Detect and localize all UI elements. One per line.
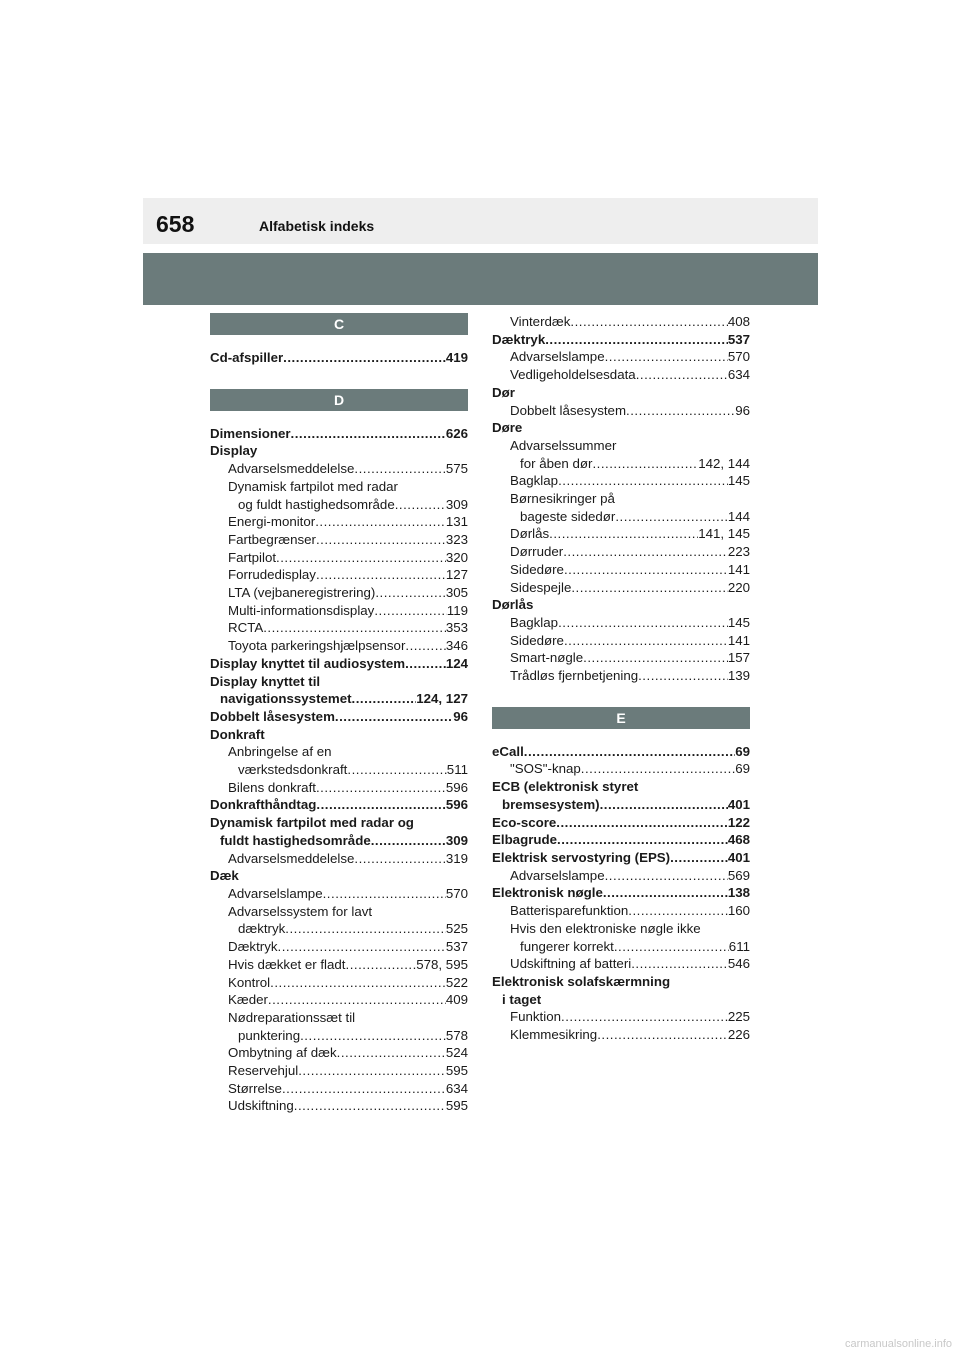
- entry-page: 522: [445, 974, 468, 990]
- spacer: [210, 367, 468, 389]
- index-entry: Dørlås: [492, 597, 534, 613]
- entry-label: Bagklap: [510, 614, 559, 630]
- index-entry: [210, 619, 468, 637]
- index-entry: Donkraft: [210, 726, 265, 742]
- entry-page: 124: [445, 655, 468, 671]
- index-column-right: [492, 313, 750, 1044]
- entry-label: Elektronisk nøgle: [492, 885, 603, 901]
- entry-label: Energi-monitor: [228, 514, 316, 530]
- dot-leader: [315, 513, 446, 531]
- index-entry: [492, 455, 750, 473]
- entry-page: 305: [445, 585, 468, 601]
- entry-label: Batterisparefunktion: [510, 903, 629, 919]
- dot-leader: [395, 496, 446, 514]
- index-entry: Dør: [492, 384, 515, 400]
- entry-label: Størrelse: [228, 1080, 282, 1096]
- dot-leader: [636, 366, 728, 384]
- entry-label: Udskiftning: [228, 1098, 294, 1114]
- index-entry: [492, 814, 750, 832]
- entry-label: Dobbelt låsesystem: [510, 402, 627, 418]
- index-entry: [210, 779, 468, 797]
- entry-label: Reservehjul: [228, 1063, 299, 1079]
- entry-page: 309: [445, 832, 468, 848]
- entry-page: 408: [727, 314, 750, 329]
- index-entry: [492, 348, 750, 366]
- index-entry: [210, 584, 468, 602]
- dot-leader: [549, 525, 698, 543]
- index-entry: [210, 1097, 468, 1115]
- entry-label: navigationssystemet: [220, 691, 352, 707]
- index-entry: Elektronisk solafskærmning: [492, 973, 671, 989]
- dot-leader: [571, 579, 727, 597]
- dot-leader: [556, 814, 728, 832]
- entry-page: 131: [445, 514, 468, 530]
- entry-label: Fartbegrænser: [228, 531, 316, 547]
- letter-header-c: C: [210, 313, 468, 335]
- entry-label: RCTA: [228, 620, 264, 636]
- entry-page: 69: [735, 761, 750, 777]
- index-entry: [492, 579, 750, 597]
- index-entry: ECB (elektronisk styret: [492, 779, 639, 795]
- letter-header-d: D: [210, 389, 468, 411]
- entry-page: 69: [735, 743, 750, 759]
- entry-label: Elektrisk servostyring (EPS): [492, 849, 671, 865]
- index-entry: [210, 566, 468, 584]
- index-entry: [210, 637, 468, 655]
- index-entry: [210, 938, 468, 956]
- entry-label: Display knyttet til audiosystem: [210, 655, 406, 671]
- dot-leader: [405, 637, 445, 655]
- index-entry: Anbringelse af en: [228, 744, 332, 760]
- entry-page: 144: [727, 508, 750, 524]
- index-entry: Døre: [492, 420, 523, 436]
- entry-label: Advarselsmeddelelse: [228, 461, 355, 477]
- entry-page: 353: [445, 620, 468, 636]
- index-entry: [210, 513, 468, 531]
- entry-page: 409: [445, 992, 468, 1008]
- index-entry: [210, 974, 468, 992]
- entry-label: fuldt hastighedsområde: [220, 832, 371, 848]
- index-entry: [492, 366, 750, 384]
- entry-label: fungerer korrekt: [520, 938, 614, 954]
- entry-page: 319: [445, 850, 468, 866]
- entry-page: 468: [727, 832, 750, 848]
- entry-page: 611: [728, 938, 750, 954]
- index-entry: [210, 708, 468, 726]
- entry-label: for åben dør: [520, 455, 593, 471]
- dot-leader: [298, 1062, 446, 1080]
- entry-page: 124, 127: [416, 691, 468, 707]
- entry-page: 346: [445, 638, 468, 654]
- entry-page: 138: [727, 885, 750, 901]
- index-entry: [210, 1044, 468, 1062]
- entry-label: LTA (vejbaneregistrering): [228, 585, 376, 601]
- dot-leader: [316, 566, 446, 584]
- index-entry: [210, 531, 468, 549]
- index-entry: [210, 460, 468, 478]
- entry-label: dæktryk: [238, 921, 286, 937]
- index-entry: Dæk: [210, 868, 239, 884]
- index-entry: [210, 920, 468, 938]
- index-entry: [492, 614, 750, 632]
- dot-leader: [316, 531, 446, 549]
- entry-page: 596: [445, 797, 468, 813]
- entry-label: Donkrafthåndtag: [210, 797, 317, 813]
- section-band: [143, 253, 818, 305]
- entry-label: eCall: [492, 743, 524, 759]
- dot-leader: [346, 956, 417, 974]
- index-entry: [210, 1027, 468, 1045]
- entry-label: Advarselslampe: [510, 867, 605, 883]
- entry-label: Vinterdæk: [510, 314, 571, 329]
- index-entry: [492, 667, 750, 685]
- entry-label: Hvis dækket er fladt: [228, 956, 346, 972]
- dot-leader: [268, 991, 446, 1009]
- index-entry: Dynamisk fartpilot med radar: [228, 478, 398, 494]
- entry-label: Udskiftning af batteri: [510, 956, 632, 972]
- dot-leader: [570, 313, 727, 331]
- index-entry: [492, 402, 750, 420]
- header-title: Alfabetisk indeks: [259, 218, 375, 234]
- entry-label: punktering: [238, 1027, 301, 1043]
- entry-page: 141: [727, 561, 750, 577]
- entry-page: 511: [446, 762, 468, 778]
- entry-page: 139: [727, 668, 750, 684]
- dot-leader: [405, 655, 446, 673]
- entry-label: Multi-informationsdisplay: [228, 602, 375, 618]
- entry-page: 309: [445, 496, 468, 512]
- spacer: [492, 729, 750, 743]
- entry-label: Eco-score: [492, 814, 557, 830]
- entry-label: Bagklap: [510, 473, 559, 489]
- entry-label: bageste sidedør: [520, 508, 616, 524]
- entry-label: Sidedøre: [510, 632, 564, 648]
- index-entry: [492, 561, 750, 579]
- index-entry: Børnesikringer på: [510, 491, 615, 507]
- dot-leader: [263, 619, 446, 637]
- entry-page: 546: [727, 956, 750, 972]
- entry-label: "SOS"-knap: [510, 761, 581, 777]
- dot-leader: [300, 1027, 446, 1045]
- dot-leader: [564, 632, 728, 650]
- index-entry: [210, 602, 468, 620]
- entry-label: Ombytning af dæk: [228, 1045, 337, 1061]
- index-entry: [492, 884, 750, 902]
- index-entry: [210, 832, 468, 850]
- index-entry: [210, 549, 468, 567]
- dot-leader: [285, 920, 446, 938]
- index-entry: [492, 1008, 750, 1026]
- entry-label: Smart-nøgle: [510, 650, 584, 666]
- dot-leader: [597, 1026, 728, 1044]
- entry-label: Kæder: [228, 992, 268, 1008]
- dot-leader: [558, 614, 728, 632]
- dot-leader: [583, 649, 728, 667]
- index-entry: [492, 831, 750, 849]
- dot-leader: [323, 885, 446, 903]
- index-entry: [492, 313, 750, 331]
- entry-page: 525: [445, 921, 468, 937]
- dot-leader: [558, 472, 728, 490]
- dot-leader: [371, 832, 446, 850]
- index-entry: [492, 1026, 750, 1044]
- entry-label: Sidedøre: [510, 561, 564, 577]
- page-number: 658: [156, 211, 195, 237]
- index-entry: Display knyttet til: [210, 673, 321, 689]
- entry-page: 537: [727, 331, 750, 347]
- entry-page: 524: [445, 1045, 468, 1061]
- index-entry: Hvis den elektroniske nøgle ikke: [510, 920, 701, 936]
- dot-leader: [316, 779, 446, 797]
- entry-page: 575: [445, 461, 468, 477]
- spacer: [210, 335, 468, 349]
- index-entry: [492, 938, 750, 956]
- entry-page: 226: [727, 1027, 750, 1043]
- entry-page: 160: [727, 903, 750, 919]
- dot-leader: [603, 884, 728, 902]
- dot-leader: [561, 1008, 728, 1026]
- dot-leader: [581, 760, 735, 778]
- dot-leader: [278, 938, 446, 956]
- dot-leader: [294, 1097, 446, 1115]
- index-entry: [492, 632, 750, 650]
- entry-page: 225: [727, 1009, 750, 1025]
- entry-page: 401: [727, 849, 750, 865]
- dot-leader: [557, 831, 728, 849]
- entry-label: Elbagrude: [492, 832, 558, 848]
- dot-leader: [628, 902, 728, 920]
- dot-leader: [374, 602, 446, 620]
- index-entry: [210, 1062, 468, 1080]
- entry-label: Trådløs fjernbetjening: [510, 668, 639, 684]
- entry-page: 96: [453, 708, 468, 724]
- entry-label: Funktion: [510, 1009, 561, 1025]
- index-entry: [492, 331, 750, 349]
- entry-page: 141, 145: [698, 526, 750, 542]
- dot-leader: [270, 974, 446, 992]
- dot-leader: [337, 1044, 446, 1062]
- index-entry: [492, 902, 750, 920]
- entry-label: Sidespejle: [510, 579, 572, 595]
- entry-page: 96: [735, 402, 750, 418]
- index-entry: [210, 761, 468, 779]
- entry-label: Bilens donkraft: [228, 779, 316, 795]
- index-entry: [492, 525, 750, 543]
- entry-label: Fartpilot: [228, 549, 277, 565]
- index-entry: Nødreparationssæt til: [228, 1009, 356, 1025]
- entry-page: 119: [446, 602, 468, 618]
- entry-label: værkstedsdonkraft: [238, 762, 348, 778]
- dot-leader: [600, 796, 728, 814]
- index-column-left: [210, 313, 468, 1115]
- index-entry: [210, 956, 468, 974]
- dot-leader: [605, 348, 728, 366]
- entry-label: Advarselslampe: [510, 349, 605, 365]
- spacer: [210, 411, 468, 425]
- index-entry: i taget: [502, 991, 542, 1007]
- dot-leader: [614, 938, 729, 956]
- index-entry: [492, 649, 750, 667]
- entry-label: Kontrol: [228, 974, 271, 990]
- index-entry: [210, 425, 468, 443]
- entry-page: 141: [727, 632, 750, 648]
- entry-page: 537: [445, 939, 468, 955]
- entry-page: 320: [445, 549, 468, 565]
- dot-leader: [347, 761, 446, 779]
- index-entry: [210, 850, 468, 868]
- entry-label: Advarselsmeddelelse: [228, 850, 355, 866]
- index-entry: [210, 655, 468, 673]
- entry-label: Dobbelt låsesystem: [210, 708, 335, 724]
- entry-page: 570: [727, 349, 750, 365]
- dot-leader: [335, 708, 453, 726]
- dot-leader: [283, 349, 446, 367]
- entry-page: 419: [445, 350, 468, 365]
- entry-page: 323: [445, 531, 468, 547]
- dot-leader: [638, 667, 728, 685]
- index-entry: Advarselssummer: [510, 437, 617, 453]
- dot-leader: [626, 402, 735, 420]
- entry-page: 569: [727, 867, 750, 883]
- entry-page: 401: [727, 796, 750, 812]
- dot-leader: [563, 543, 728, 561]
- dot-leader: [354, 460, 445, 478]
- watermark: carmanualsonline.info: [844, 1338, 952, 1350]
- entry-label: Dæktryk: [492, 331, 546, 347]
- entry-page: 634: [445, 1080, 468, 1096]
- entry-page: 220: [727, 579, 750, 595]
- index-entry: [492, 955, 750, 973]
- index-entry: [492, 508, 750, 526]
- entry-label: Klemmesikring: [510, 1027, 598, 1043]
- spacer: [492, 685, 750, 707]
- index-entry: Dynamisk fartpilot med radar og: [210, 815, 414, 831]
- index-entry: [210, 1080, 468, 1098]
- index-entry: [492, 796, 750, 814]
- index-entry: [210, 885, 468, 903]
- dot-leader: [375, 584, 445, 602]
- entry-label: Dimensioner: [210, 425, 291, 441]
- index-entry: [492, 472, 750, 490]
- entry-page: 127: [445, 567, 468, 583]
- index-entry: [492, 760, 750, 778]
- dot-leader: [524, 743, 735, 761]
- entry-page: 223: [727, 544, 750, 560]
- entry-page: 142, 144: [698, 455, 750, 471]
- dot-leader: [291, 425, 446, 443]
- index-entry: [492, 849, 750, 867]
- index-entry: [210, 796, 468, 814]
- dot-leader: [352, 690, 417, 708]
- dot-leader: [592, 455, 698, 473]
- index-entry: [210, 349, 468, 367]
- dot-leader: [605, 867, 728, 885]
- index-entry: [210, 991, 468, 1009]
- index-entry: [492, 743, 750, 761]
- index-entry: [210, 496, 468, 514]
- entry-label: Advarselslampe: [228, 885, 323, 901]
- dot-leader: [282, 1080, 446, 1098]
- entry-page: 122: [727, 814, 750, 830]
- dot-leader: [545, 331, 728, 349]
- dot-leader: [670, 849, 728, 867]
- dot-leader: [316, 796, 445, 814]
- entry-label: Vedligeholdelsesdata: [510, 367, 636, 383]
- index-entry: [210, 690, 468, 708]
- entry-page: 570: [445, 885, 468, 901]
- entry-page: 596: [445, 779, 468, 795]
- entry-page: 578, 595: [416, 956, 468, 972]
- entry-label: Forrudedisplay: [228, 567, 316, 583]
- entry-label: Dørlås: [510, 526, 550, 542]
- entry-page: 595: [445, 1063, 468, 1079]
- index-entry: Advarselssystem for lavt: [228, 903, 373, 919]
- entry-page: 634: [727, 367, 750, 383]
- letter-header-e: E: [492, 707, 750, 729]
- entry-label: og fuldt hastighedsområde: [238, 496, 395, 512]
- entry-page: 626: [445, 425, 468, 441]
- entry-label: Dæktryk: [228, 939, 278, 955]
- entry-page: 145: [727, 473, 750, 489]
- dot-leader: [564, 561, 728, 579]
- entry-page: 145: [727, 614, 750, 630]
- dot-leader: [615, 508, 727, 526]
- header-bar: [143, 198, 818, 244]
- dot-leader: [354, 850, 445, 868]
- entry-page: 157: [727, 650, 750, 666]
- index-entry: [492, 867, 750, 885]
- entry-label: Toyota parkeringshjælpsensor: [228, 638, 406, 654]
- entry-label: Dørruder: [510, 544, 564, 560]
- entry-label: bremsesystem): [502, 796, 600, 812]
- entry-label: Cd-afspiller: [210, 350, 284, 365]
- index-entry: [492, 543, 750, 561]
- entry-page: 595: [445, 1098, 468, 1114]
- index-entry: Display: [210, 443, 258, 459]
- dot-leader: [631, 955, 728, 973]
- entry-page: 578: [445, 1027, 468, 1043]
- dot-leader: [276, 549, 446, 567]
